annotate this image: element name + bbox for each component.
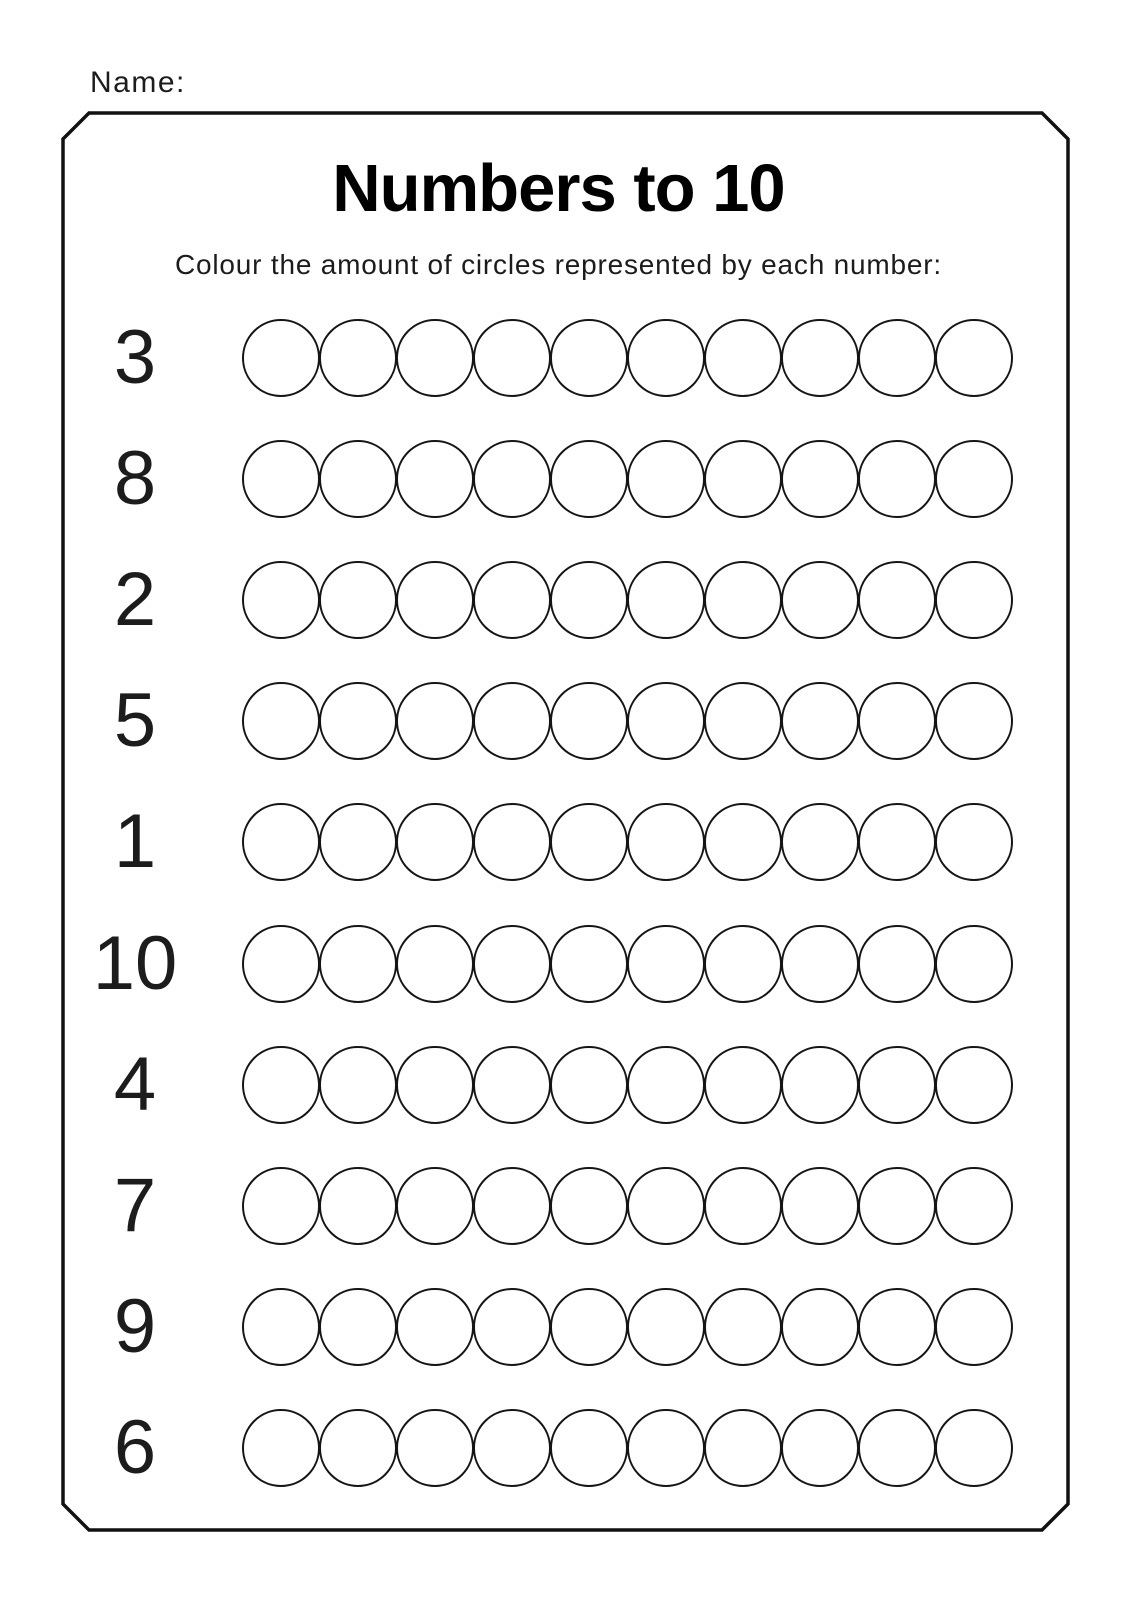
colorable-circle[interactable] (319, 440, 397, 518)
colorable-circle[interactable] (858, 925, 936, 1003)
colorable-circle[interactable] (858, 1409, 936, 1487)
colorable-circle[interactable] (550, 1046, 628, 1124)
worksheet-row (0, 1042, 1131, 1127)
colorable-circle[interactable] (396, 440, 474, 518)
colorable-circle[interactable] (781, 1167, 859, 1245)
row-circles (242, 440, 1013, 518)
colorable-circle[interactable] (781, 561, 859, 639)
colorable-circle[interactable] (242, 1046, 320, 1124)
colorable-circle[interactable] (319, 319, 397, 397)
colorable-circle[interactable] (704, 803, 782, 881)
row-number: 7 (113, 1163, 157, 1248)
colorable-circle[interactable] (550, 682, 628, 760)
colorable-circle[interactable] (396, 1409, 474, 1487)
colorable-circle[interactable] (627, 682, 705, 760)
colorable-circle[interactable] (781, 319, 859, 397)
colorable-circle[interactable] (858, 440, 936, 518)
colorable-circle[interactable] (396, 1288, 474, 1366)
colorable-circle[interactable] (935, 1288, 1013, 1366)
colorable-circle[interactable] (704, 1288, 782, 1366)
row-number: 3 (113, 315, 157, 400)
worksheet-row (0, 557, 1131, 642)
colorable-circle[interactable] (319, 1046, 397, 1124)
row-number: 5 (113, 678, 157, 763)
worksheet-row (0, 921, 1131, 1006)
colorable-circle[interactable] (781, 682, 859, 760)
colorable-circle[interactable] (858, 1288, 936, 1366)
colorable-circle[interactable] (396, 1046, 474, 1124)
colorable-circle[interactable] (704, 1409, 782, 1487)
colorable-circle[interactable] (550, 925, 628, 1003)
colorable-circle[interactable] (396, 682, 474, 760)
colorable-circle[interactable] (319, 1288, 397, 1366)
colorable-circle[interactable] (627, 1167, 705, 1245)
colorable-circle[interactable] (396, 561, 474, 639)
colorable-circle[interactable] (781, 440, 859, 518)
colorable-circle[interactable] (550, 1288, 628, 1366)
colorable-circle[interactable] (319, 561, 397, 639)
worksheet-row (0, 799, 1131, 884)
row-number: 8 (113, 436, 157, 521)
colorable-circle[interactable] (550, 1167, 628, 1245)
row-circles (242, 561, 1013, 639)
colorable-circle[interactable] (858, 682, 936, 760)
colorable-circle[interactable] (935, 682, 1013, 760)
colorable-circle[interactable] (473, 1409, 551, 1487)
colorable-circle[interactable] (935, 1167, 1013, 1245)
colorable-circle[interactable] (935, 440, 1013, 518)
colorable-circle[interactable] (627, 440, 705, 518)
colorable-circle[interactable] (242, 925, 320, 1003)
worksheet-row (0, 436, 1131, 521)
colorable-circle[interactable] (242, 1288, 320, 1366)
colorable-circle[interactable] (242, 682, 320, 760)
colorable-circle[interactable] (396, 925, 474, 1003)
colorable-circle[interactable] (704, 682, 782, 760)
colorable-circle[interactable] (473, 1046, 551, 1124)
worksheet-row (0, 315, 1131, 400)
colorable-circle[interactable] (627, 561, 705, 639)
colorable-circle[interactable] (473, 803, 551, 881)
row-number: 2 (113, 557, 157, 642)
colorable-circle[interactable] (781, 803, 859, 881)
colorable-circle[interactable] (627, 803, 705, 881)
colorable-circle[interactable] (319, 925, 397, 1003)
colorable-circle[interactable] (473, 561, 551, 639)
colorable-circle[interactable] (935, 1409, 1013, 1487)
colorable-circle[interactable] (242, 803, 320, 881)
row-circles (242, 1046, 1013, 1124)
colorable-circle[interactable] (473, 682, 551, 760)
colorable-circle[interactable] (704, 561, 782, 639)
colorable-circle[interactable] (550, 561, 628, 639)
colorable-circle[interactable] (473, 319, 551, 397)
colorable-circle[interactable] (627, 1046, 705, 1124)
colorable-circle[interactable] (550, 1409, 628, 1487)
worksheet-row (0, 1163, 1131, 1248)
colorable-circle[interactable] (396, 1167, 474, 1245)
colorable-circle[interactable] (781, 1288, 859, 1366)
row-circles (242, 803, 1013, 881)
colorable-circle[interactable] (781, 1046, 859, 1124)
row-number: 6 (113, 1405, 157, 1490)
worksheet-row (0, 1284, 1131, 1369)
row-number: 1 (113, 799, 157, 884)
colorable-circle[interactable] (781, 925, 859, 1003)
colorable-circle[interactable] (473, 925, 551, 1003)
colorable-circle[interactable] (473, 1288, 551, 1366)
colorable-circle[interactable] (858, 1167, 936, 1245)
colorable-circle[interactable] (858, 319, 936, 397)
colorable-circle[interactable] (550, 319, 628, 397)
colorable-circle[interactable] (242, 319, 320, 397)
colorable-circle[interactable] (858, 803, 936, 881)
row-circles (242, 682, 1013, 760)
row-circles (242, 1409, 1013, 1487)
row-circles (242, 319, 1013, 397)
colorable-circle[interactable] (319, 1167, 397, 1245)
colorable-circle[interactable] (242, 561, 320, 639)
colorable-circle[interactable] (627, 1288, 705, 1366)
row-circles (242, 1288, 1013, 1366)
colorable-circle[interactable] (319, 682, 397, 760)
colorable-circle[interactable] (935, 1046, 1013, 1124)
colorable-circle[interactable] (550, 440, 628, 518)
colorable-circle[interactable] (935, 925, 1013, 1003)
colorable-circle[interactable] (935, 319, 1013, 397)
colorable-circle[interactable] (781, 1409, 859, 1487)
worksheet-title: Numbers to 10 (332, 151, 785, 226)
colorable-circle[interactable] (627, 1409, 705, 1487)
colorable-circle[interactable] (627, 925, 705, 1003)
colorable-circle[interactable] (242, 1409, 320, 1487)
colorable-circle[interactable] (396, 803, 474, 881)
worksheet-row (0, 1405, 1131, 1490)
colorable-circle[interactable] (935, 803, 1013, 881)
colorable-circle[interactable] (704, 1046, 782, 1124)
colorable-circle[interactable] (319, 803, 397, 881)
colorable-circle[interactable] (704, 1167, 782, 1245)
colorable-circle[interactable] (704, 319, 782, 397)
colorable-circle[interactable] (704, 925, 782, 1003)
colorable-circle[interactable] (473, 1167, 551, 1245)
name-label: Name: (90, 66, 186, 99)
colorable-circle[interactable] (396, 319, 474, 397)
row-number: 10 (92, 921, 178, 1006)
row-number: 9 (113, 1284, 157, 1369)
row-circles (242, 1167, 1013, 1245)
colorable-circle[interactable] (935, 561, 1013, 639)
row-number: 4 (113, 1042, 157, 1127)
colorable-circle[interactable] (627, 319, 705, 397)
row-circles (242, 925, 1013, 1003)
colorable-circle[interactable] (242, 1167, 320, 1245)
colorable-circle[interactable] (473, 440, 551, 518)
colorable-circle[interactable] (550, 803, 628, 881)
colorable-circle[interactable] (858, 561, 936, 639)
worksheet-row (0, 678, 1131, 763)
worksheet-instruction: Colour the amount of circles represented by each number: (175, 249, 942, 280)
colorable-circle[interactable] (858, 1046, 936, 1124)
colorable-circle[interactable] (704, 440, 782, 518)
colorable-circle[interactable] (242, 440, 320, 518)
colorable-circle[interactable] (319, 1409, 397, 1487)
